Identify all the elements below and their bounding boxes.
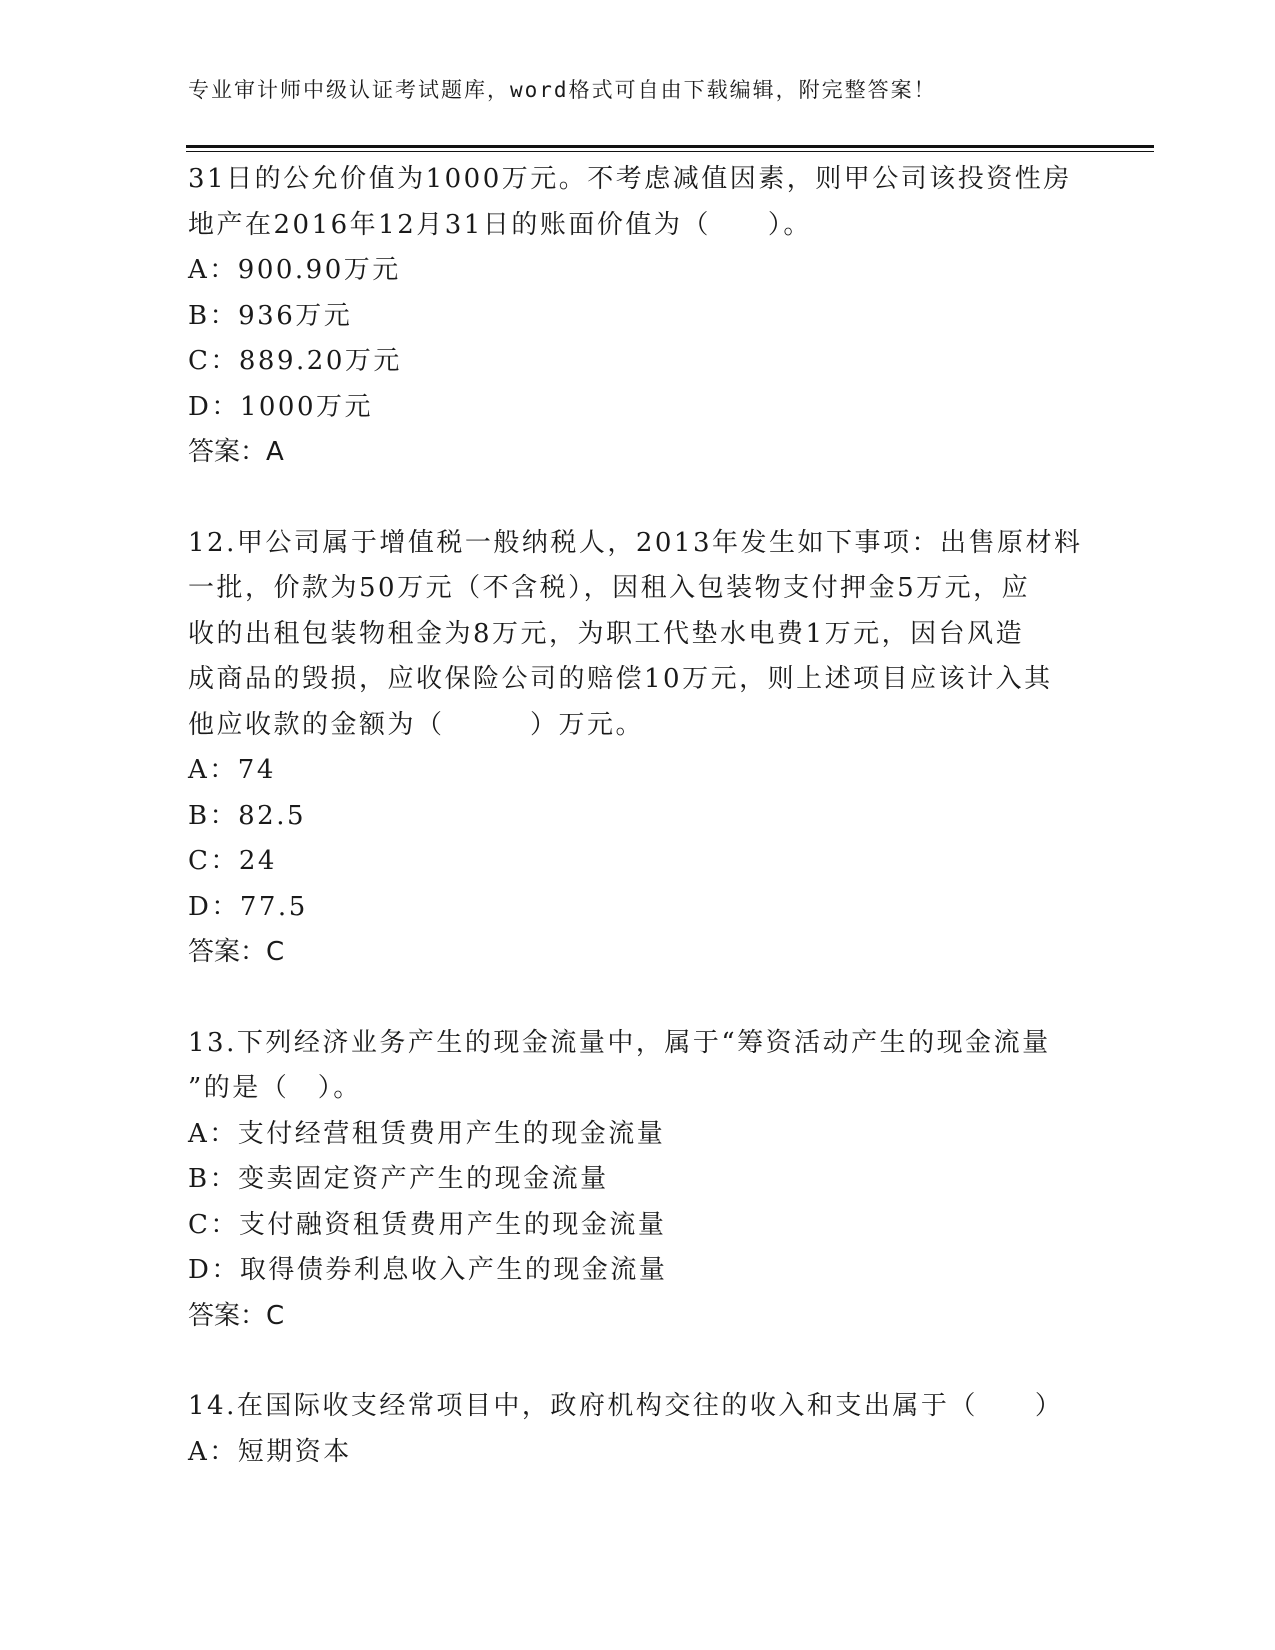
answer-line: 答案：C — [188, 937, 285, 967]
question-line: 他应收款的金额为（ ）万元。 — [188, 709, 645, 740]
question-block-13 — [188, 1021, 1088, 1340]
page-header: 专业审计师中级认证考试题库，word格式可自由下载编辑，附完整答案！ — [188, 78, 937, 102]
option-c: C：支付融资租赁费用产生的现金流量 — [188, 1209, 667, 1240]
question-line: 13.下列经济业务产生的现金流量中，属于“筹资活动产生的现金流量 — [188, 1027, 1051, 1058]
answer-line: 答案：A — [188, 437, 284, 467]
option-c: C：24 — [188, 846, 277, 876]
option-b: B：变卖固定资产产生的现金流量 — [188, 1164, 609, 1194]
question-line: 12.甲公司属于增值税一般纳税人，2013年发生如下事项：出售原材料 — [188, 527, 1083, 558]
option-a: A：支付经营租赁费用产生的现金流量 — [188, 1118, 666, 1149]
question-line: 地产在2016年12月31日的账面价值为（ ）。 — [188, 209, 812, 240]
question-line: 收的出租包装物租金为8万元，为职工代垫水电费1万元，因台风造 — [188, 618, 1025, 649]
question-content — [188, 157, 1088, 1475]
option-b: B：936万元 — [188, 300, 353, 331]
option-d: D：取得债券利息收入产生的现金流量 — [188, 1255, 668, 1285]
question-line: ”的是（ ）。 — [188, 1073, 362, 1103]
option-a: A：短期资本 — [188, 1436, 352, 1467]
question-line: 一批，价款为50万元（不含税），因租入包装物支付押金5万元，应 — [188, 573, 1031, 603]
answer-line: 答案：C — [188, 1300, 285, 1331]
option-b: B：82.5 — [188, 800, 306, 831]
option-c: C：889.20万元 — [188, 346, 402, 376]
question-block-12 — [188, 521, 1088, 976]
header-rule-thin — [186, 151, 1154, 152]
spacer — [188, 476, 1088, 521]
option-a: A：74 — [188, 755, 276, 785]
header-rule-thick — [186, 145, 1154, 148]
option-d: D：1000万元 — [188, 391, 374, 422]
spacer — [188, 1339, 1088, 1384]
question-line: 14.在国际收支经常项目中，政府机构交往的收入和支出属于（ ） — [188, 1391, 1064, 1421]
spacer — [188, 976, 1088, 1021]
question-block-14 — [188, 1384, 1088, 1475]
option-d: D：77.5 — [188, 891, 308, 922]
question-line: 31日的公允价值为1000万元。不考虑减值因素，则甲公司该投资性房 — [188, 164, 1072, 194]
question-line: 成商品的毁损，应收保险公司的赔偿10万元，则上述项目应该计入其 — [188, 664, 1053, 694]
option-a: A：900.90万元 — [188, 255, 401, 285]
question-block-11 — [188, 157, 1088, 476]
